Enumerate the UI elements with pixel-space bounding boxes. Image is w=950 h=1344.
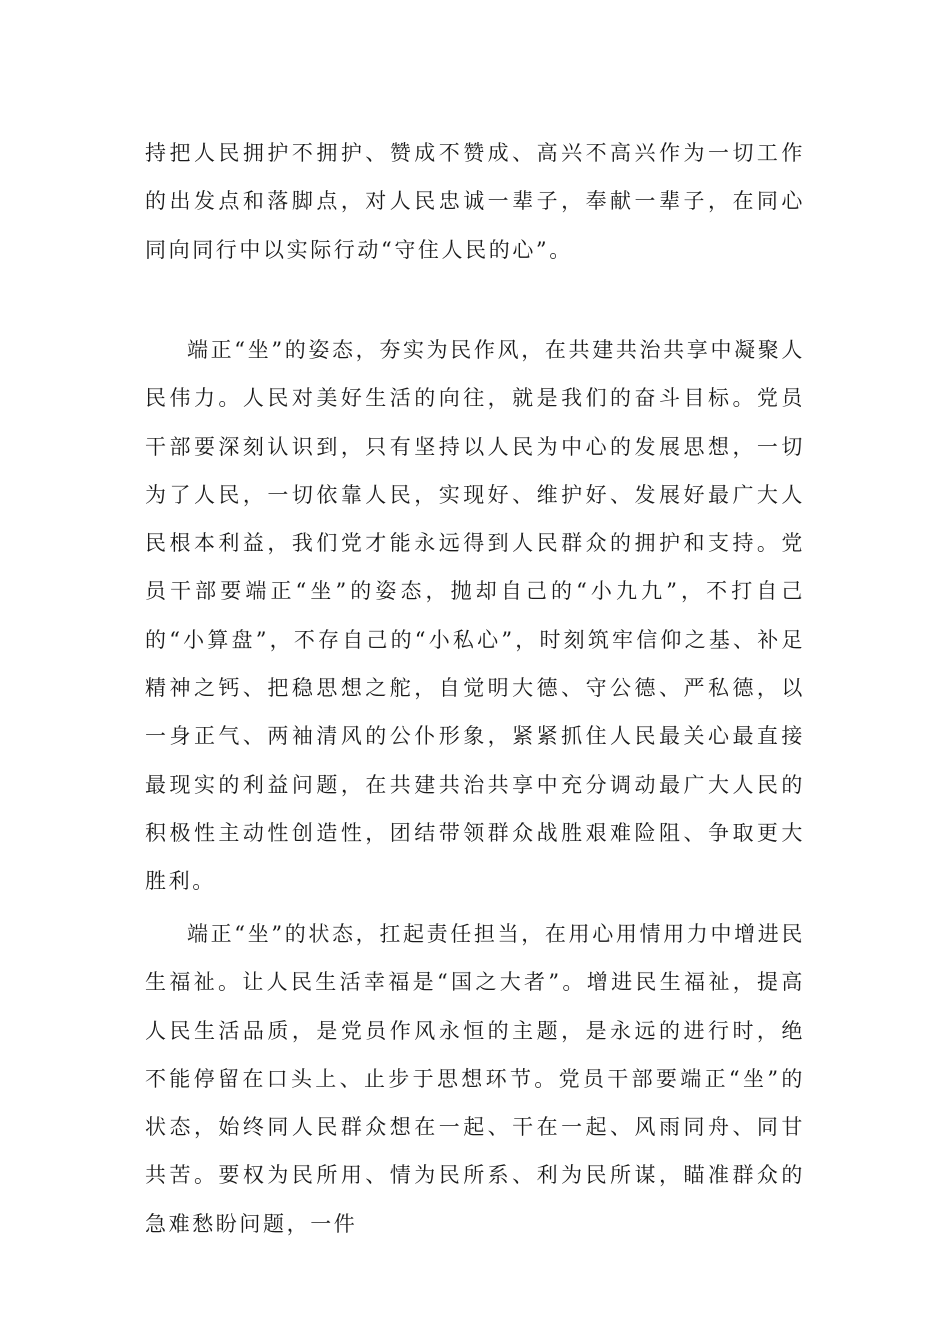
paragraph-style-attitude: 端正“坐”的姿态，夯实为民作风，在共建共治共享中凝聚人民伟力。人民对美好生活的向往，就是我们的奋斗目标。党员干部要深刻认识到，只有坚持以人民为中心的发展思想，一切为了人民，一切依靠人民，实现好、维护好、发展好最广大人民根本利益，我们党才能永远得到人民群众的拥护和支持。党员干部要端正“坐”的姿态，抛却自己的“小九九”，不打自己的“小算盘”，不存自己的“小私心”，时刻筑牢信仰之基、补足精神之钙、把稳思想之舵，自觉明大德、守公德、严私德，以一身正气、两袖清风的公仆形象，紧紧抓住人民最关心最直接最现实的利益问题，在共建共治共享中充分调动最广大人民的积极性主动性创造性，团结带领群众战胜艰难险阻、争取更大胜利。 <box>145 338 805 894</box>
paragraph-continued: 持把人民拥护不拥护、赞成不赞成、高兴不高兴作为一切工作的出发点和落脚点，对人民忠诚一辈子，奉献一辈子，在同心同向同行中以实际行动“守住人民的心”。 <box>145 141 805 262</box>
paragraph-state-responsibility: 端正“坐”的状态，扛起责任担当，在用心用情用力中增进民生福祉。让人民生活幸福是“国之大者”。增进民生福祉，提高人民生活品质，是党员作风永恒的主题，是永远的进行时，绝不能停留在口头上、止步于思想环节。党员干部要端正“坐”的状态，始终同人民群众想在一起、干在一起、风雨同舟、同甘共苦。要权为民所用、情为民所系、利为民所谋，瞄准群众的急难愁盼问题，一件 <box>145 922 805 1236</box>
